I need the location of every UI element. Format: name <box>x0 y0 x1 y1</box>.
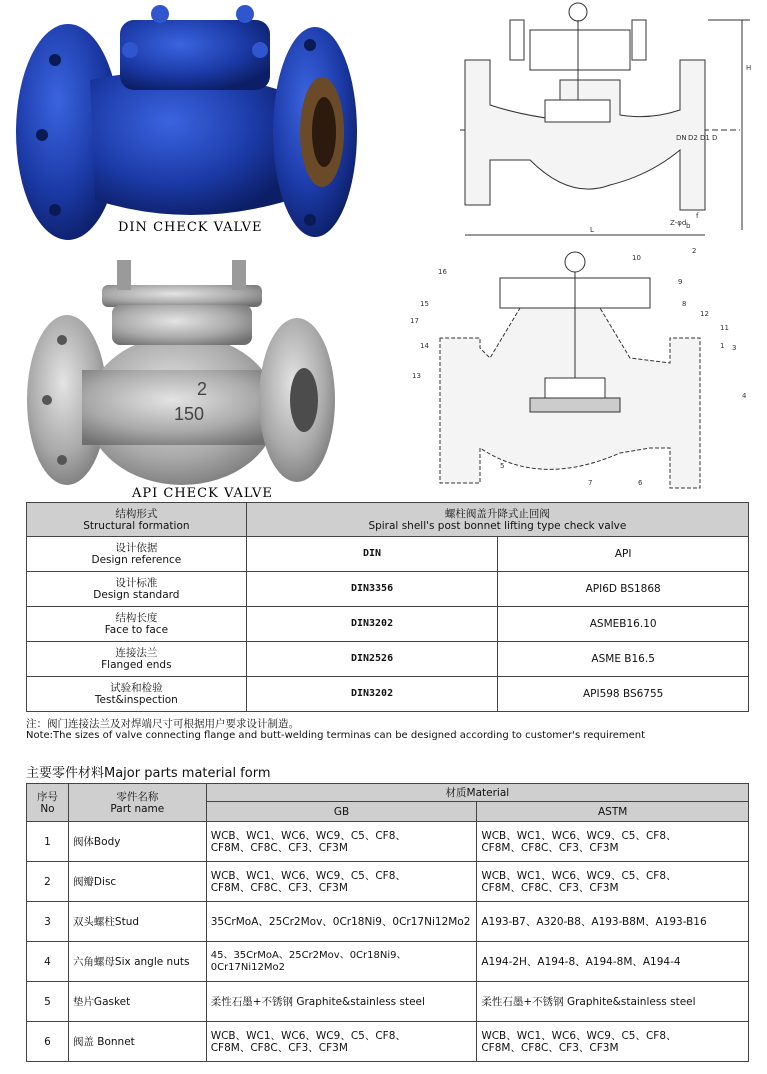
parts-row-astm: A194-2H、A194-8、A194-8M、A194-4 <box>477 942 749 982</box>
spec-row-din: DIN <box>246 537 498 572</box>
parts-row-gb <box>206 862 477 902</box>
spec-row-label-en: Flanged ends <box>101 659 172 671</box>
api-section-drawing <box>400 248 760 500</box>
part-label-1: 1 <box>720 342 725 350</box>
spec-row <box>27 607 749 642</box>
spec-row-din: DIN3202 <box>246 677 498 712</box>
spec-row-api: ASME B16.5 <box>498 642 749 677</box>
spec-row-api: ASMEB16.10 <box>498 607 749 642</box>
parts-row-no: 2 <box>27 862 69 902</box>
spec-row-label-en: Design standard <box>93 589 180 601</box>
spec-row-label-en: Test&inspection <box>94 694 178 706</box>
part-label-4: 4 <box>742 392 747 400</box>
parts-header-name <box>68 784 206 822</box>
parts-row-gb-line: CF8M、CF8C、CF3、CF3M <box>210 841 348 854</box>
parts-row-astm-line: WCB、WC1、WC6、WC9、C5、CF8、 <box>481 829 677 842</box>
parts-row <box>27 982 749 1022</box>
parts-row-gb <box>206 822 477 862</box>
parts-row-no: 5 <box>27 982 69 1022</box>
spec-row-din: DIN3202 <box>246 607 498 642</box>
parts-row-gb-line: CF8M、CF8C、CF3、CF3M <box>210 881 348 894</box>
dim-label-d2: D2 <box>688 134 698 142</box>
api-caption: API CHECK VALVE <box>132 486 273 501</box>
din-caption: DIN CHECK VALVE <box>118 220 263 235</box>
dim-label-f: f <box>696 212 699 220</box>
parts-header-no <box>27 784 69 822</box>
spec-row-label-cn: 设计标准 <box>115 577 158 589</box>
part-label-5: 5 <box>500 462 505 470</box>
parts-header-material: 材质Material <box>206 784 748 802</box>
part-label-17: 17 <box>410 317 419 325</box>
parts-row <box>27 822 749 862</box>
spec-header-left-en: Structural formation <box>83 519 190 532</box>
dim-label-dn: DN <box>676 134 687 142</box>
parts-header-no-cn: 序号 <box>36 790 58 803</box>
spec-row-label <box>27 607 247 642</box>
dim-label-zd: Z-φd <box>670 219 687 227</box>
parts-header-gb: GB <box>206 802 477 822</box>
spec-row <box>27 537 749 572</box>
parts-header-row <box>27 784 749 802</box>
spec-row-label-en: Design reference <box>91 554 182 566</box>
spec-header-left <box>27 503 247 537</box>
part-label-8: 8 <box>682 300 687 308</box>
svg-text:2: 2 <box>197 379 208 399</box>
parts-row-name: 阀盖 Bonnet <box>68 1022 206 1062</box>
parts-row <box>27 1022 749 1062</box>
spec-row <box>27 677 749 712</box>
parts-row-astm-line: CF8M、CF8C、CF3、CF3M <box>481 881 619 894</box>
din-section-drawing <box>450 0 760 245</box>
parts-row-name: 六角螺母Six angle nuts <box>68 942 206 982</box>
spec-row-api: API598 BS6755 <box>498 677 749 712</box>
dim-label-b: b <box>686 222 691 230</box>
parts-row-astm-line: WCB、WC1、WC6、WC9、C5、CF8、 <box>481 1029 677 1042</box>
parts-row-gb <box>206 1022 477 1062</box>
parts-row-astm <box>477 862 749 902</box>
part-label-16: 16 <box>438 268 447 276</box>
parts-row-astm: A193-B7、A320-B8、A193-B8M、A193-B16 <box>477 902 749 942</box>
part-label-3: 3 <box>732 344 737 352</box>
part-label-10: 10 <box>632 254 641 262</box>
dim-label-l: L <box>590 226 594 234</box>
api-valve-photo <box>22 255 342 500</box>
spec-header-row <box>27 503 749 537</box>
spec-row-api: API <box>498 537 749 572</box>
spec-row <box>27 642 749 677</box>
parts-row-no: 3 <box>27 902 69 942</box>
svg-text:150: 150 <box>174 404 205 424</box>
parts-row-astm <box>477 822 749 862</box>
parts-row <box>27 862 749 902</box>
parts-row-astm-line: CF8M、CF8C、CF3、CF3M <box>481 841 619 854</box>
part-label-2: 2 <box>692 248 697 255</box>
spec-row-label <box>27 572 247 607</box>
spec-row-label-cn: 试验和检验 <box>110 682 163 694</box>
spec-row-api: API6D BS1868 <box>498 572 749 607</box>
spec-row-label <box>27 537 247 572</box>
spec-row <box>27 572 749 607</box>
parts-row-name: 阀瓣Disc <box>68 862 206 902</box>
spec-row-label <box>27 642 247 677</box>
part-label-7: 7 <box>588 479 593 487</box>
part-label-15: 15 <box>420 300 429 308</box>
spec-header-left-cn: 结构形式 <box>115 507 158 520</box>
note-cn: 注：阀门连接法兰及对焊端尺寸可根据用户要求设计制造。 <box>26 718 299 730</box>
parts-row-name: 阀体Body <box>68 822 206 862</box>
parts-section-title: 主要零件材料Major parts material form <box>26 766 271 781</box>
parts-row-no: 1 <box>27 822 69 862</box>
spec-header-right-en: Spiral shell's post bonnet lifting type check valve <box>368 519 627 532</box>
parts-row-gb-line: WCB、WC1、WC6、WC9、C5、CF8、 <box>210 1029 406 1042</box>
parts-row-gb-line: CF8M、CF8C、CF3、CF3M <box>210 1041 348 1054</box>
din-valve-photo <box>10 0 360 245</box>
parts-row-no: 6 <box>27 1022 69 1062</box>
parts-row-gb: 35CrMoA、25Cr2Mov、0Cr18Ni9、0Cr17Ni12Mo2 <box>206 902 477 942</box>
spec-row-label-en: Face to face <box>104 624 169 636</box>
parts-row <box>27 942 749 982</box>
parts-header-no-en: No <box>40 802 55 815</box>
part-label-13: 13 <box>412 372 421 380</box>
parts-row-astm: 柔性石墨+不锈钢 Graphite&stainless steel <box>477 982 749 1022</box>
parts-row-no: 4 <box>27 942 69 982</box>
spec-row-din: DIN2526 <box>246 642 498 677</box>
spec-row-din: DIN3356 <box>246 572 498 607</box>
parts-header-astm: ASTM <box>477 802 749 822</box>
spec-row-label-cn: 连接法兰 <box>115 647 158 659</box>
parts-row-gb: 45、35CrMoA、25Cr2Mov、0Cr18Ni9、0Cr17Ni12Mo2 <box>206 942 477 982</box>
dim-label-d: D <box>712 134 718 142</box>
parts-header-name-en: Part name <box>110 802 165 815</box>
note-en: Note:The sizes of valve connecting flange and butt-welding terminas can be designed according to customer's requirement <box>26 730 646 741</box>
part-label-12: 12 <box>700 310 709 318</box>
spec-row-label-cn: 设计依据 <box>115 542 158 554</box>
parts-row <box>27 902 749 942</box>
part-label-14: 14 <box>420 342 429 350</box>
spec-header-right-cn: 螺柱阀盖升降式止回阀 <box>444 507 550 520</box>
parts-row-gb-line: WCB、WC1、WC6、WC9、C5、CF8、 <box>210 829 406 842</box>
parts-row-name: 垫片Gasket <box>68 982 206 1022</box>
part-label-11: 11 <box>720 324 729 332</box>
spec-row-label-cn: 结构长度 <box>115 612 158 624</box>
parts-row-astm-line: WCB、WC1、WC6、WC9、C5、CF8、 <box>481 869 677 882</box>
parts-header-name-cn: 零件名称 <box>116 790 159 803</box>
part-label-6: 6 <box>638 479 643 487</box>
parts-row-gb: 柔性石墨+不锈钢 Graphite&stainless steel <box>206 982 477 1022</box>
spec-row-label <box>27 677 247 712</box>
parts-table <box>26 783 749 1062</box>
parts-row-name: 双头螺柱Stud <box>68 902 206 942</box>
parts-row-astm-line: CF8M、CF8C、CF3、CF3M <box>481 1041 619 1054</box>
parts-row-astm <box>477 1022 749 1062</box>
dim-label-h: H <box>746 64 752 72</box>
parts-row-gb-line: WCB、WC1、WC6、WC9、C5、CF8、 <box>210 869 406 882</box>
dim-label-d1: D1 <box>700 134 710 142</box>
spec-table <box>26 502 749 712</box>
spec-header-right <box>246 503 748 537</box>
part-label-9: 9 <box>678 278 683 286</box>
